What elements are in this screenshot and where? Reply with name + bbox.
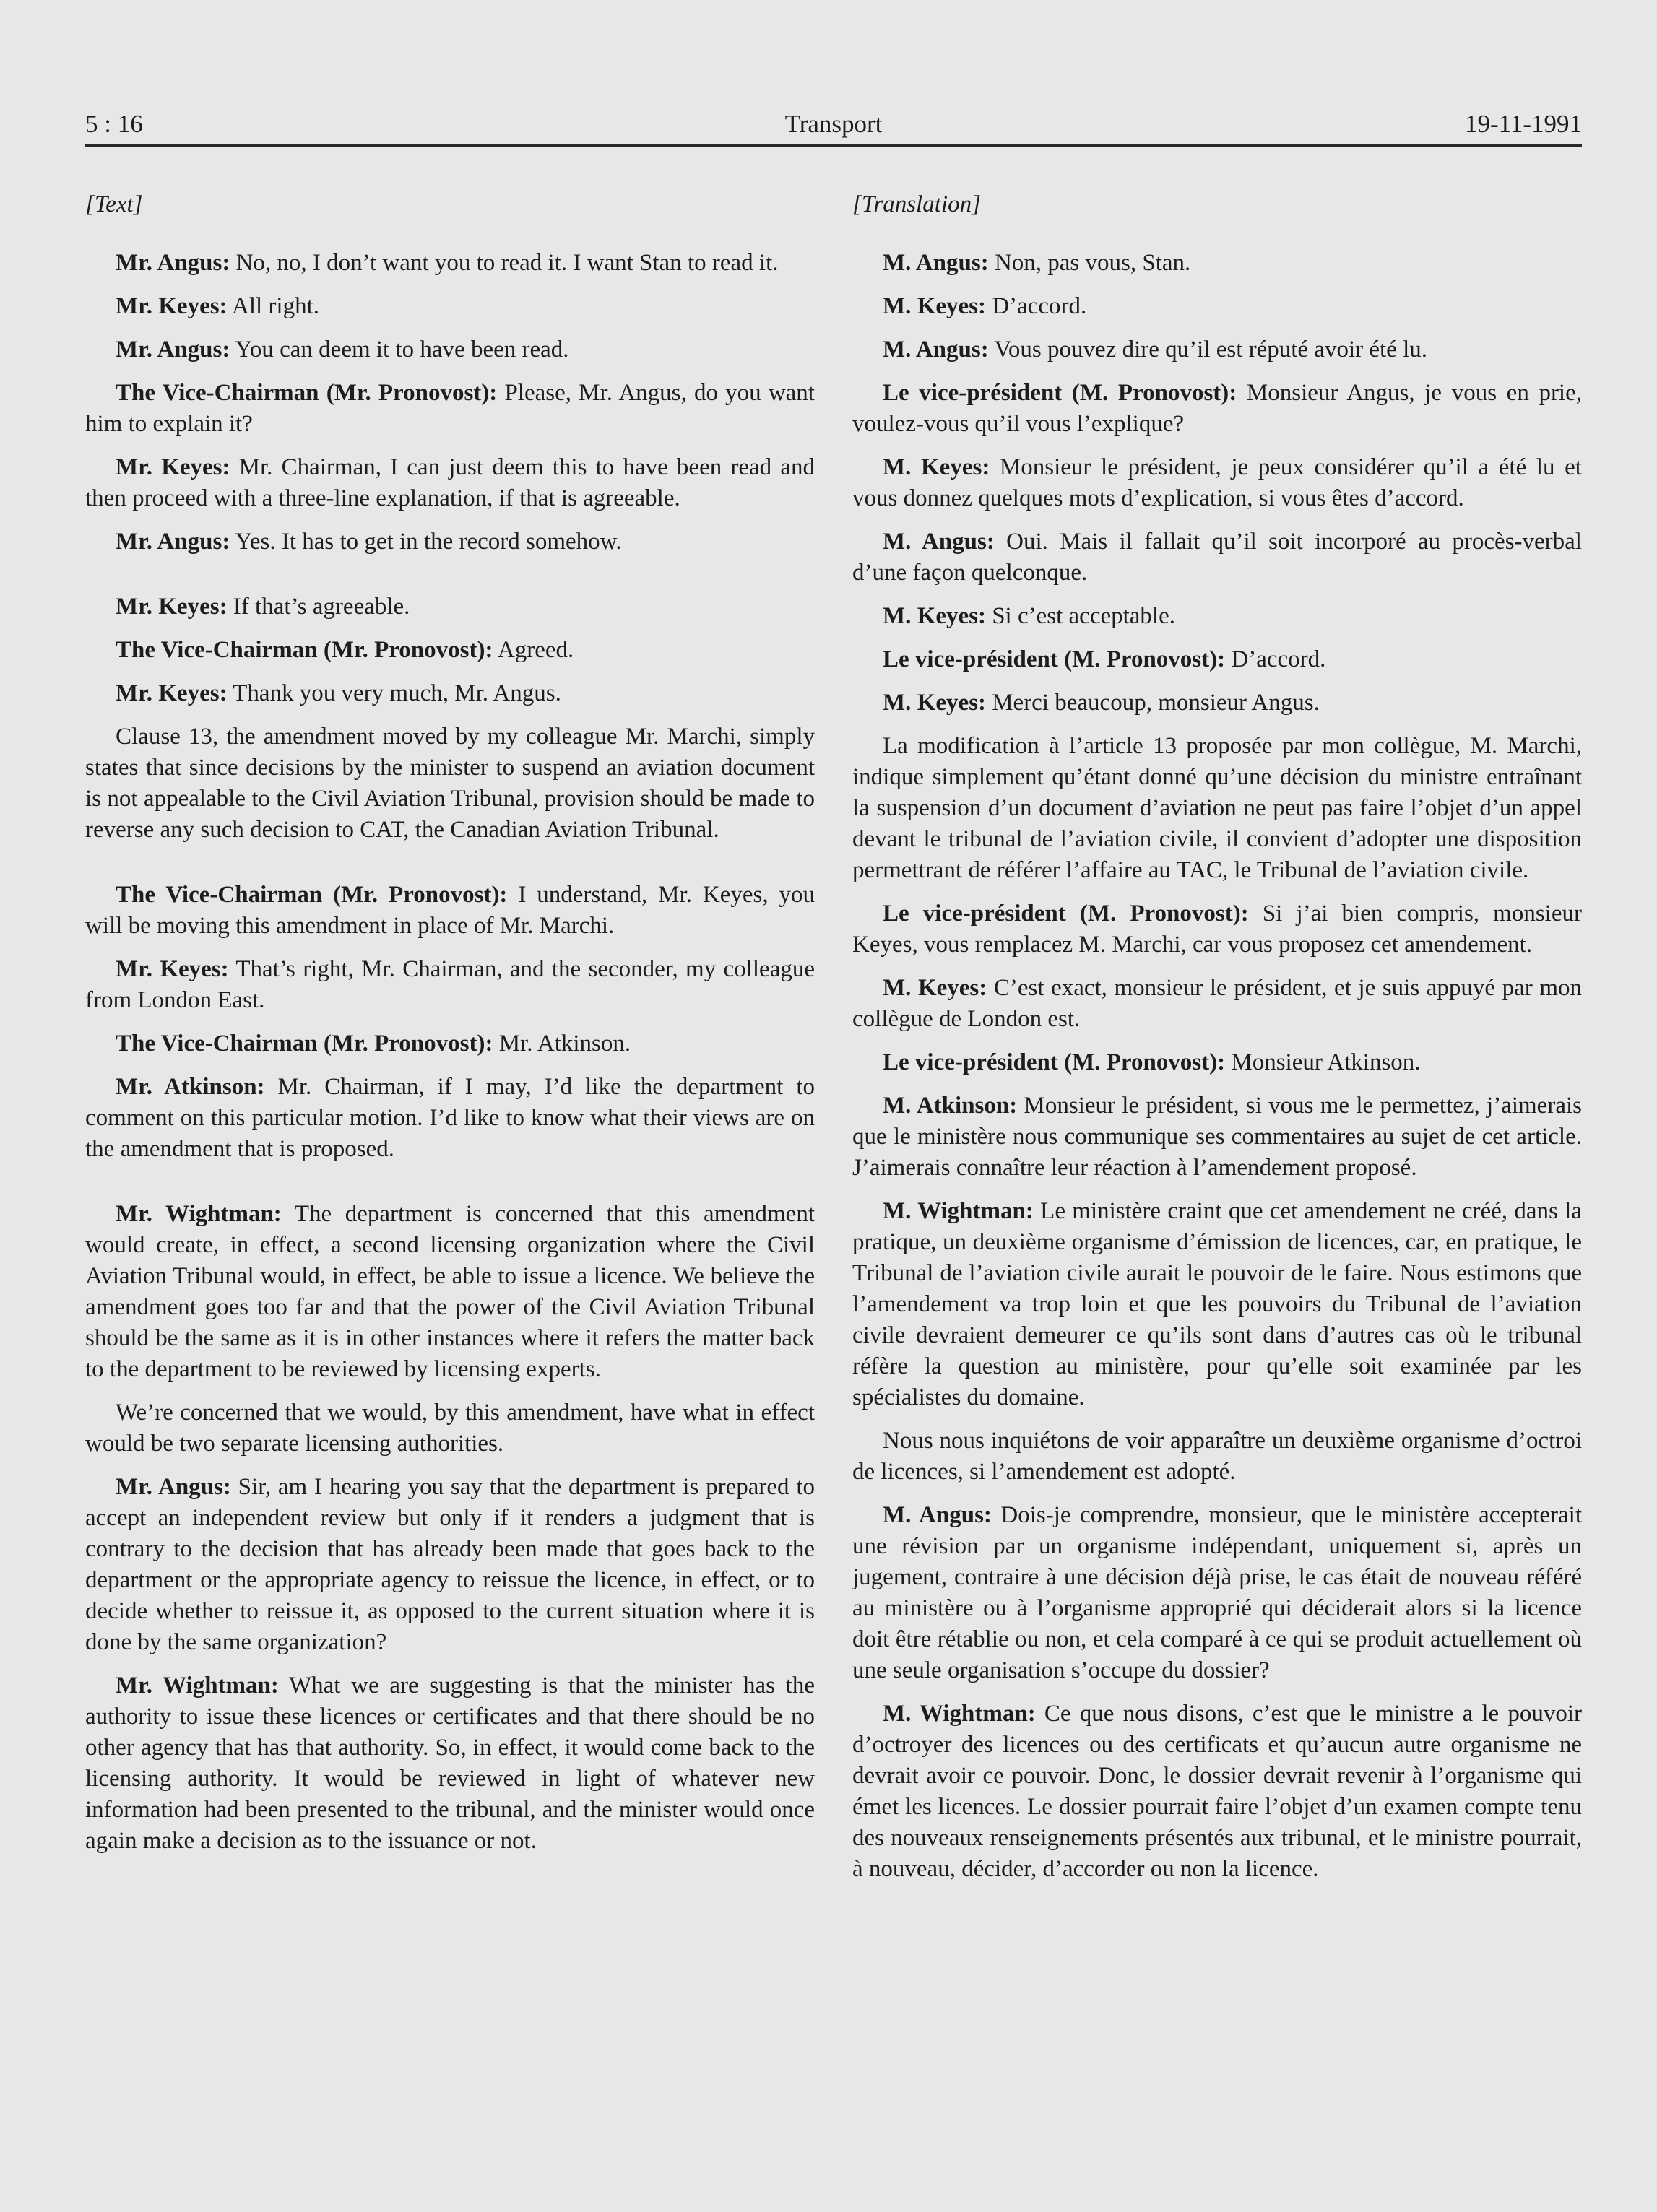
speech-text: D’accord. [985,293,1087,319]
transcript-paragraph [852,1426,1582,1488]
transcript-paragraph [85,334,815,365]
speaker-name: M. Angus: [883,529,995,555]
speaker-name: Mr. Angus: [116,529,230,555]
speaker-name: M. Wightman: [883,1701,1036,1727]
speech-text: Dois-je comprendre, monsieur, que le ministère accepterait une révision par un organisme indépendant, uniquement si, après un jugement, contraire à une décision déjà prise, le cas était de nouveau référé au ministère ou à l’organisme approprié qui déciderait alors si la licence doit être rétablie ou non, et cela comparé à ce qui se produit actuellement où une seule organisation s’occupe du dossier? [852,1502,1582,1683]
column-tag: [Text] [85,191,143,217]
french-paragraphs [852,248,1582,1885]
speaker-name: Mr. Wightman: [116,1201,282,1227]
page-number: 5 : 16 [85,110,143,138]
transcript-paragraph [852,731,1582,886]
speaker-name: Mr. Keyes: [116,594,228,620]
transcript-paragraph [852,334,1582,365]
speaker-name: Mr. Wightman: [116,1673,279,1699]
speech-text: Sir, am I hearing you say that the department is prepared to accept an independent review but only if it renders a judgment that is contrary to the decision that has already been made that goes back to the department or the appropriate agency to reissue the licence, in effect, or to decide whether to reissue it, as opposed to the current situation where it is done by the same organization? [85,1474,815,1655]
speech-text: The department is concerned that this amendment would create, in effect, a second licensing organization where the Civil Aviation Tribunal would, in effect, be able to issue a licence. We believe the amendment goes too far and that the power of the Civil Aviation Tribunal should be the same as it is in other instances where it refers the matter back to the department to be reviewed by licensing experts. [85,1201,815,1382]
speech-text: Monsieur le président, si vous me le permettez, j’aimerais que le ministère nous communique ses commentaires au sujet de cet article. J’aimerais connaître leur réaction à l’amendement proposé. [852,1093,1582,1181]
speaker-name: Mr. Atkinson: [116,1074,265,1100]
speech-text: We’re concerned that we would, by this amendment, have what in effect would be two separate licensing authorities. [85,1400,815,1457]
speaker-name: Mr. Angus: [116,337,230,363]
speech-text: Thank you very much, Mr. Angus. [227,680,561,706]
speech-text: If that’s agreeable. [227,594,410,620]
speaker-name: M. Angus: [883,337,989,363]
speech-text: Si c’est acceptable. [985,603,1175,629]
speaker-name: Le vice-président (M. Pronovost): [883,1049,1226,1075]
transcript-paragraph [85,378,815,440]
speaker-name: Mr. Keyes: [116,454,230,480]
speech-text: No, no, I don’t want you to read it. I want Stan to read it. [230,250,779,276]
speech-text: All right. [227,293,319,319]
speech-text: Merci beaucoup, monsieur Angus. [985,690,1320,716]
speech-text: What we are suggesting is that the minister has the authority to issue these licences or certificates and that there should be no other agency that has that authority. So, in effect, it would come back to the licensing authority. It would be reviewed in light of whatever new information had been presented to the tribunal, and the minister would once again make a decision as to the issuance or not. [85,1673,815,1854]
speaker-name: Le vice-président (M. Pronovost): [883,380,1237,406]
transcript-paragraph [852,898,1582,960]
speaker-name: Mr. Angus: [116,1474,231,1500]
speaker-name: The Vice-Chairman (Mr. Pronovost): [116,380,498,406]
speech-text: La modification à l’article 13 proposée par mon collègue, M. Marchi, indique simplement qu’étant donné qu’une décision du ministre entraînant la suspension d’un document d’aviation ne peut pas faire l’objet d’un appel devant le tribunal de l’aviation civile, il convient d’adopter une disposition permettrant de référer l’affaire au TAC, le Tribunal de l’aviation civile. [852,733,1582,883]
speaker-name: M. Keyes: [883,690,986,716]
speech-text: You can deem it to have been read. [230,337,569,363]
speaker-name: M. Keyes: [883,975,987,1001]
running-title: Transport [784,110,883,138]
speaker-name: M. Angus: [883,250,989,276]
speech-text: Le ministère craint que cet amendement ne créé, dans la pratique, un deuxième organisme d’émission de licences, car, en pratique, le Tribunal de l’aviation civile aurait le pouvoir de le faire. Nous estimons que l’amendement va trop loin et que les pouvoirs du Tribunal de l’aviation civile devraient demeurer ce qu’ils sont dans d’autres cas où le tribunal réfère la question au ministère, pour qu’elle soit examinée par les spécialistes du domaine. [852,1198,1583,1410]
speech-text: Ce que nous disons, c’est que le ministre a le pouvoir d’octroyer des licences ou des certificats et qu’aucun autre organisme ne devrait avoir ce pouvoir. Donc, le dossier devrait revenir à l’organisme qui émet les licences. Le dossier pourrait faire l’objet d’un examen compte tenu des nouveaux renseignements présentés aux tribunal, et le ministre pourrait, à nouveau, décider, d’accorder ou non la licence. [852,1701,1583,1882]
speech-text: Si j’ai bien compris, monsieur Keyes, vous remplacez M. Marchi, car vous proposez cet amendement. [852,901,1582,958]
speaker-name: Mr. Keyes: [116,293,228,319]
transcript-paragraph [852,601,1582,632]
speaker-name: M. Angus: [883,1502,992,1528]
transcript-paragraph [85,591,815,623]
speaker-name: The Vice-Chairman (Mr. Pronovost): [116,637,493,663]
transcript-paragraph [85,1199,815,1385]
speech-text: Non, pas vous, Stan. [988,250,1191,276]
transcript-paragraph [852,688,1582,719]
speech-text: Vous pouvez dire qu’il est réputé avoir été lu. [988,337,1427,363]
transcript-paragraph [85,291,815,322]
speaker-name: Mr. Keyes: [116,956,229,982]
page-header [85,108,1582,147]
transcript-paragraph [852,526,1582,589]
transcript-paragraph [85,880,815,942]
transcript-paragraph [852,248,1582,279]
speech-text: I understand, Mr. Keyes, you will be moving this amendment in place of Mr. Marchi. [85,882,815,939]
transcript-paragraph [85,635,815,666]
transcript-paragraph [85,1072,815,1165]
speech-text: D’accord. [1225,646,1326,672]
speaker-name: The Vice-Chairman (Mr. Pronovost): [116,1031,493,1057]
transcript-paragraph [85,954,815,1016]
speech-text: Monsieur Atkinson. [1225,1049,1421,1075]
speaker-name: Le vice-président (M. Pronovost): [883,646,1226,672]
transcript-paragraph [852,1090,1582,1184]
speaker-name: Le vice-président (M. Pronovost): [883,901,1249,927]
speaker-name: Mr. Angus: [116,250,230,276]
transcript-paragraph [852,1047,1582,1078]
english-column [85,189,815,1869]
transcript-paragraph [852,1699,1582,1885]
speech-text: Mr. Chairman, I can just deem this to have been read and then proceed with a three-line explanation, if that is agreeable. [85,454,815,511]
speech-text: Mr. Chairman, if I may, I’d like the department to comment on this particular motion. I’d like to know what their views are on the amendment that is proposed. [85,1074,815,1162]
page-date: 19-11-1991 [1464,110,1582,138]
speaker-name: The Vice-Chairman (Mr. Pronovost): [116,882,508,908]
transcript-paragraph [85,1670,815,1857]
transcript-paragraph [85,526,815,558]
transcript-paragraph [85,721,815,846]
transcript-paragraph [852,452,1582,514]
transcript-paragraph [85,248,815,279]
transcript-paragraph [85,678,815,709]
speech-text: That’s right, Mr. Chairman, and the seconder, my colleague from London East. [85,956,815,1013]
speech-text: Mr. Atkinson. [493,1031,631,1057]
english-paragraphs [85,248,815,1857]
french-column [852,189,1582,1897]
speech-text: Agreed. [493,637,574,663]
speaker-name: M. Atkinson: [883,1093,1018,1119]
column-tag: [Translation] [852,191,981,217]
speech-text: Monsieur Angus, je vous en prie, voulez-vous qu’il vous l’explique? [852,380,1582,437]
transcript-paragraph [852,1500,1582,1686]
transcript-paragraph [852,378,1582,440]
transcript-paragraph [852,644,1582,675]
speech-text: Clause 13, the amendment moved by my colleague Mr. Marchi, simply states that since decisions by the minister to suspend an aviation document is not appealable to the Civil Aviation Tribunal, provision should be made to reverse any such decision to CAT, the Canadian Aviation Tribunal. [85,724,815,843]
speaker-name: M. Keyes: [883,454,990,480]
speech-text: Monsieur le président, je peux considérer qu’il a été lu et vous donnez quelques mots d’explication, si vous êtes d’accord. [852,454,1582,511]
transcript-paragraph [852,973,1582,1035]
transcript-paragraph [85,1397,815,1460]
speaker-name: M. Wightman: [883,1198,1034,1224]
speaker-name: M. Keyes: [883,603,986,629]
speech-text: Yes. It has to get in the record somehow. [230,529,622,555]
speaker-name: M. Keyes: [883,293,986,319]
transcript-paragraph [85,452,815,514]
speech-text: Oui. Mais il fallait qu’il soit incorporé au procès-verbal d’une façon quelconque. [852,529,1582,586]
transcript-paragraph [85,1472,815,1658]
transcript-paragraph [852,291,1582,322]
speech-text: Nous nous inquiétons de voir apparaître un deuxième organisme d’octroi de licences, si l’amendement est adopté. [852,1428,1582,1485]
transcript-paragraph [85,1028,815,1059]
speech-text: C’est exact, monsieur le président, et je suis appuyé par mon collègue de London est. [852,975,1582,1032]
speech-text: Please, Mr. Angus, do you want him to explain it? [85,380,815,437]
transcript-paragraph [852,1196,1582,1413]
speaker-name: Mr. Keyes: [116,680,228,706]
